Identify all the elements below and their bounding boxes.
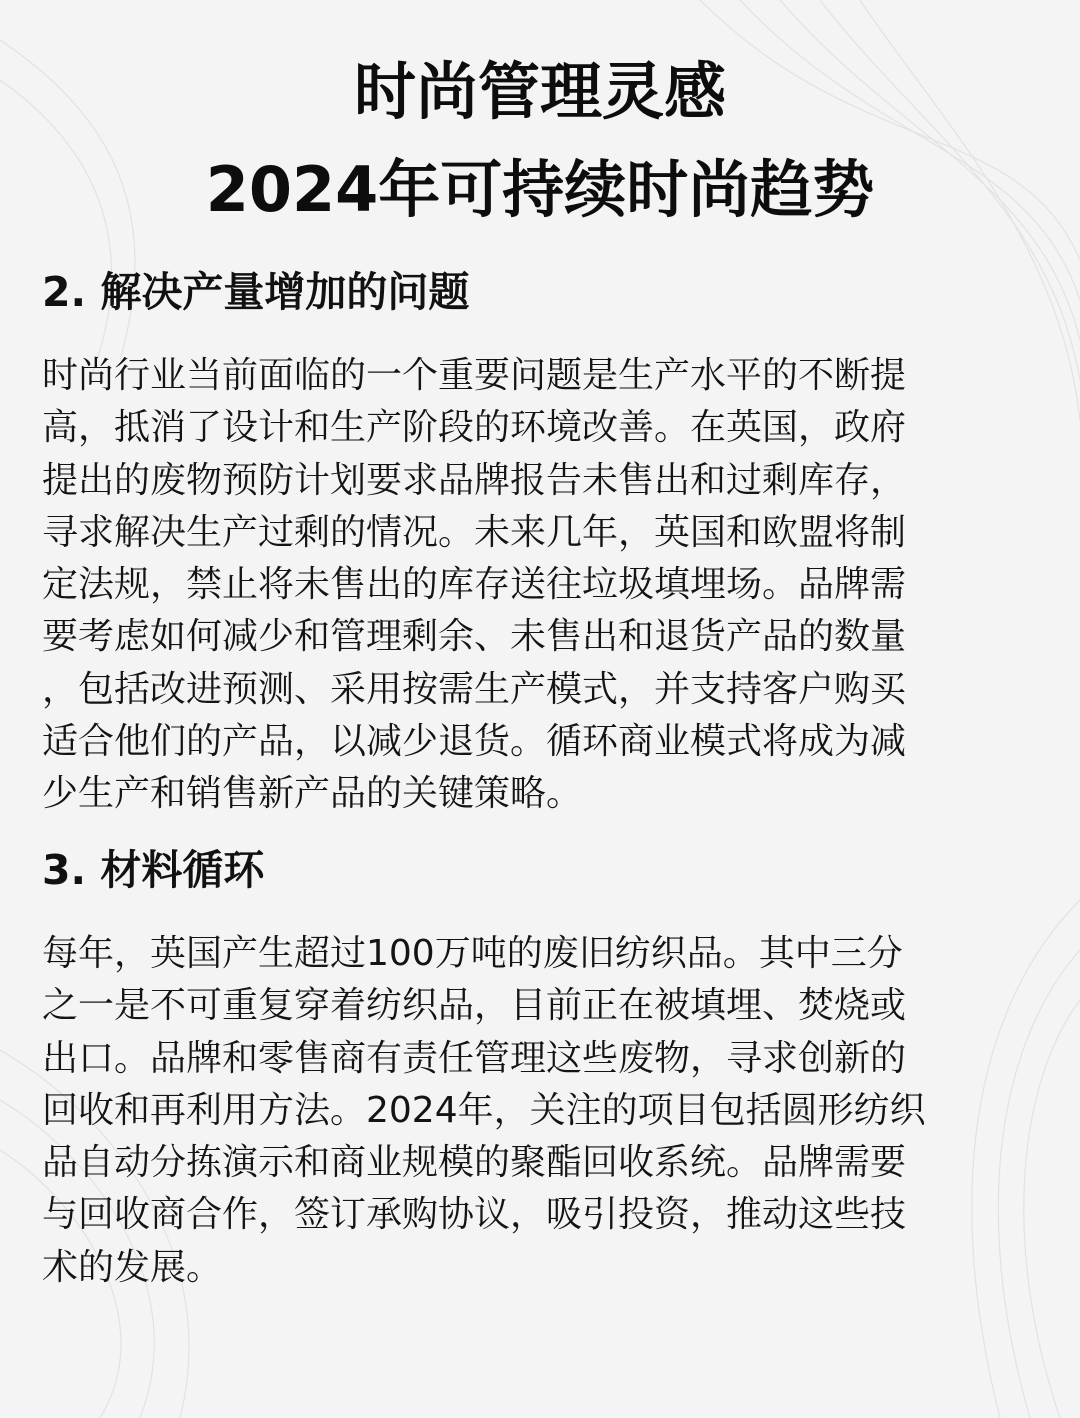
paragraph-line: 定法规，禁止将未售出的库存送往垃圾填埋场。品牌需 [42,564,907,606]
paragraph-line: 寻求解决生产过剩的情况。未来几年，英国和欧盟将制 [42,511,907,553]
paragraph-line: 少生产和销售新产品的关键策略。 [42,773,583,815]
paragraph-line: 每年，英国产生超过100万吨的废旧纺织品。其中三分 [42,933,903,974]
paragraph-line: 提出的废物预防计划要求品牌报告未售出和过剩库存， [42,459,907,501]
paragraph-line: 要考虑如何减少和管理剩余、未售出和退货产品的数量 [42,616,907,658]
paragraph-line: 回收和再利用方法。2024年，关注的项目包括圆形纺织 [42,1089,926,1131]
section-body-production [42,350,1042,821]
paragraph-line: 与回收商合作，签订承购协议，吸引投资，推动这些技 [42,1194,907,1236]
paragraph-line: 术的发展。 [42,1246,223,1288]
paragraph-line: ，包括改进预测、采用按需生产模式，并支持客户购买 [42,668,907,710]
paragraph-line: 适合他们的产品，以减少退货。循环商业模式将成为减 [42,721,907,763]
section-body-material-circularity [42,928,1042,1294]
paragraph-line: 时尚行业当前面临的一个重要问题是生产水平的不断提 [42,355,907,396]
section-heading-production: 2. 解决产量增加的问题 [42,268,470,316]
page-title: 时尚管理灵感 [353,55,726,128]
paragraph-line: 出口。品牌和零售商有责任管理这些废物，寻求创新的 [42,1037,907,1079]
paragraph-line: 高，抵消了设计和生产阶段的环境改善。在英国，政府 [42,407,907,449]
paragraph-line: 之一是不可重复穿着纺织品，目前正在被填埋、焚烧或 [42,985,907,1027]
page-subtitle: 2024年可持续时尚趋势 [205,153,875,226]
paragraph-line: 品自动分拣演示和商业规模的聚酯回收系统。品牌需要 [42,1142,907,1184]
section-heading-material-circularity: 3. 材料循环 [42,846,265,894]
